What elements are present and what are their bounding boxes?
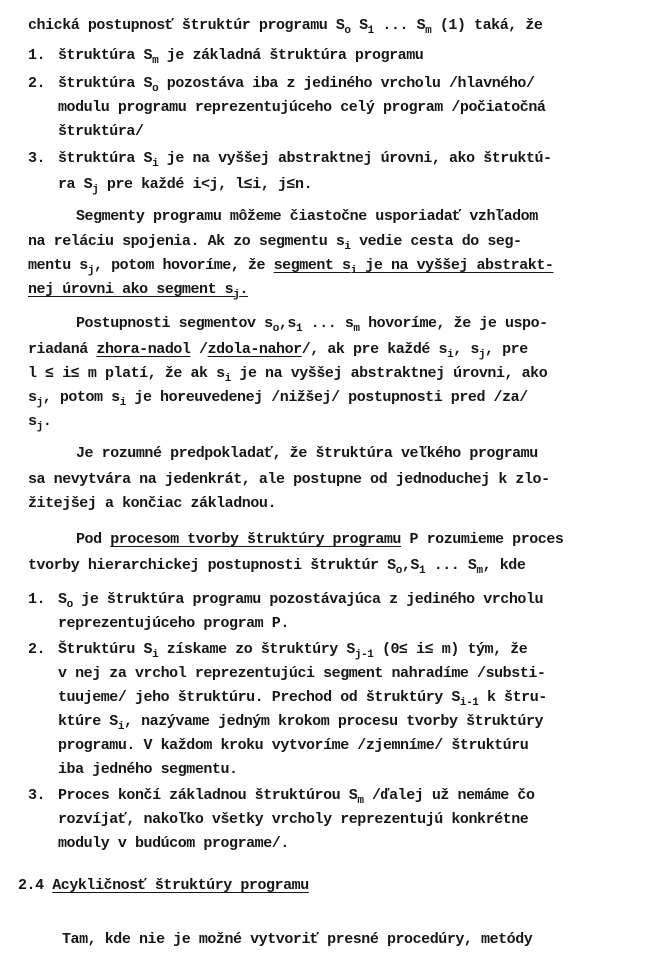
underlined-term: procesom tvorby štruktúry programu	[110, 531, 401, 548]
para2-line-5: $s_j$.	[28, 413, 52, 433]
list2-item-2: 2. Štruktúru $S_i$ získame zo štruktúry $S_{j-1}$ (0≤ i≤ m) tým, že	[28, 641, 528, 661]
underlined-term: zdola-nahor	[207, 341, 302, 358]
para2-line-2: riadaná zhora-nadol /zdola-nahor/, ak pre každé $s_i$, $s_j$, pre	[28, 341, 528, 361]
list-item-2: 2. štruktúra $S_o$ pozostáva iba z jediného vrcholu /hlavného/	[28, 75, 535, 95]
para1-line-4	[28, 280, 248, 300]
para2-line-4: $s_j$, potom $s_i$ je horeuvedenej /nižšej/ postupnosti pred /za/	[28, 389, 528, 409]
section-heading	[18, 876, 309, 896]
list2-item-3-line-3: moduly v budúcom programe/.	[58, 835, 289, 852]
list-item-1: 1. štruktúra $S_m$ je základná štruktúra programu	[28, 47, 424, 67]
list2-item-2-line-2: v nej za vrchol reprezentujúci segment nahradíme /substi-	[58, 665, 546, 682]
list2-item-1: 1. $S_o$ je štruktúra programu pozostávajúca z jediného vrcholu	[28, 591, 544, 611]
para1-line-3: mentu $s_j$, potom hovoríme, že segment $s_i$ je na vyššej abstrakt-	[28, 257, 554, 277]
list-item-3-line-2: ra $S_j$ pre každé i<j, l≤i, j≤n.	[58, 176, 313, 196]
list-item-3: 3. štruktúra $S_i$ je na vyššej abstraktnej úrovni, ako štruktú-	[28, 150, 552, 170]
para2-line-3: l ≤ i≤ m platí, že ak $s_i$ je na vyššej abstraktnej úrovni, ako	[28, 365, 548, 385]
para3-line-3: žitejšej a končiac základnou.	[28, 495, 276, 512]
section-number: 2.4	[18, 877, 44, 894]
underlined-term: zhora-nadol	[96, 341, 191, 358]
para1-line-1: Segmenty programu môžeme čiastočne usporiadať vzhľadom	[76, 208, 538, 225]
intro-line: chická postupnosť štruktúr programu $S_o$ $S_1$ ... $S_m$ (1) taká, že	[28, 17, 543, 37]
underlined-term: segment $s_i$ je na vyššej abstrakt-	[273, 257, 554, 277]
underlined-term: nej úrovni ako segment $s_j$.	[28, 281, 248, 301]
para4-line-1: Pod procesom tvorby štruktúry programu P rozumieme proces	[76, 531, 564, 548]
list-item-2-line-2: modulu programu reprezentujúceho celý program /počiatočná	[58, 99, 546, 116]
section-title: Acykličnosť štruktúry programu	[52, 877, 309, 894]
list2-item-2-line-5: programu. V každom kroku vytvoríme /zjemníme/ štruktúru	[58, 737, 529, 754]
list-item-2-line-3: štruktúra/	[58, 123, 144, 140]
list2-item-2-line-6: iba jedného segmentu.	[58, 761, 238, 778]
list2-item-1-line-2: reprezentujúceho program P.	[58, 615, 289, 632]
list2-item-3: 3. Proces končí základnou štruktúrou $S_m$ /ďalej už nemáme čo	[28, 787, 535, 807]
list2-item-2-line-4: ktúre $S_i$, nazývame jedným krokom procesu tvorby štruktúry	[58, 713, 544, 733]
para2-line-1: Postupnosti segmentov $s_o,s_1$ ... $s_m$ hovoríme, že je uspo-	[76, 315, 548, 335]
para3-line-1: Je rozumné predpokladať, že štruktúra veľkého programu	[76, 445, 538, 462]
list2-item-3-line-2: rozvíjať, nakoľko všetky vrcholy reprezentujú konkrétne	[58, 811, 529, 828]
para1-line-2: na reláciu spojenia. Ak zo segmentu $s_i$ vedie cesta do seg-	[28, 233, 522, 253]
para3-line-2: sa nevytvára na jedenkrát, ale postupne od jednoduchej k zlo-	[28, 471, 550, 488]
list2-item-2-line-3: tuujeme/ jeho štruktúru. Prechod od štruktúry $S_{i-1}$ k štru-	[58, 689, 547, 709]
para5-line-1: Tam, kde nie je možné vytvoriť presné procedúry, metódy	[62, 931, 533, 948]
para4-line-2: tvorby hierarchickej postupnosti štruktúr $S_o,S_1$ ... $S_m$, kde	[28, 557, 526, 577]
